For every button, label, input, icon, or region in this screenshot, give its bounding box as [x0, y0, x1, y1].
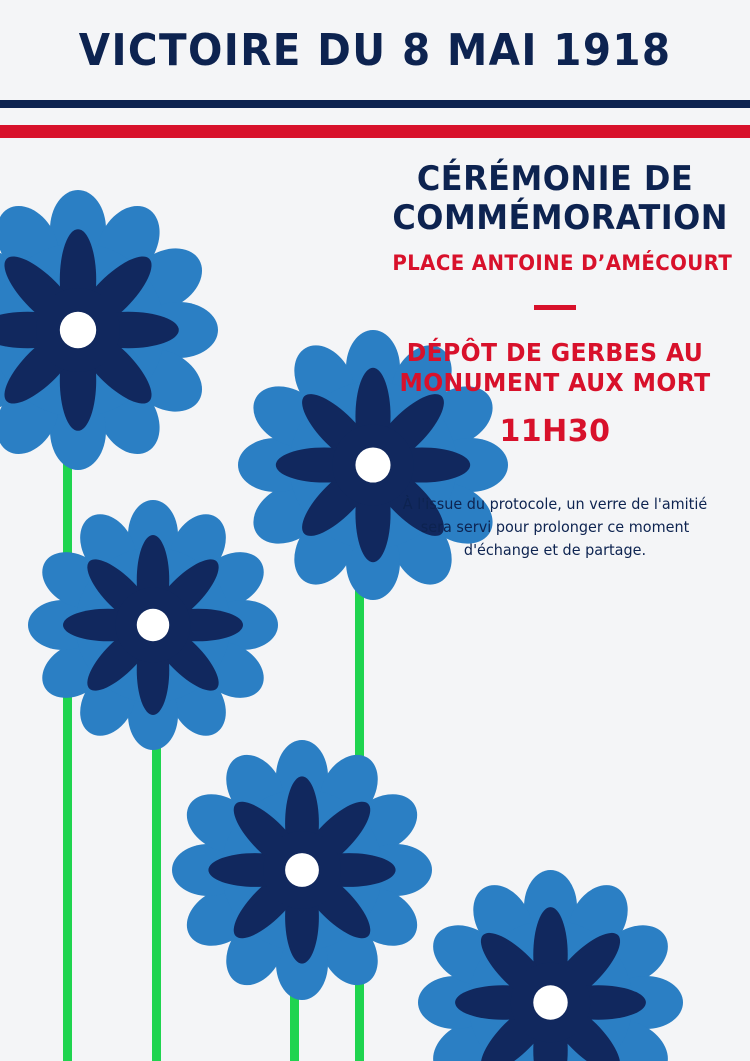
flower-center: [137, 609, 170, 642]
event-details: [382, 159, 733, 563]
red-accent-divider: [534, 305, 576, 310]
poster-header: [0, 0, 750, 100]
flower-center: [60, 312, 96, 348]
event-note: À l'issue du protocole, un verre de l'amitié sera servi pour prolonger ce moment d'échange et de partage.: [402, 494, 708, 560]
event-place: PLACE ANTOINE D’AMÉCOURT: [392, 250, 733, 275]
flower-center: [285, 853, 319, 887]
page-title: VICTOIRE DU 8 MAI 1918: [78, 24, 672, 76]
divider-gap: [0, 108, 750, 125]
cornflower-4: [172, 740, 432, 1000]
red-divider: [0, 125, 750, 138]
event-description: DÉPÔT DE GERBES AU MONUMENT AUX MORT: [399, 337, 711, 397]
cornflower-5: [418, 870, 683, 1061]
event-time: 11H30: [499, 413, 611, 449]
ceremony-title: CÉRÉMONIE DE COMMÉMORATION: [392, 159, 729, 239]
cornflower-3: [28, 500, 278, 750]
flower-center: [533, 985, 567, 1019]
navy-divider: [0, 100, 750, 108]
cornflower-1: [0, 190, 218, 470]
flower-stem-3: [152, 700, 161, 1061]
